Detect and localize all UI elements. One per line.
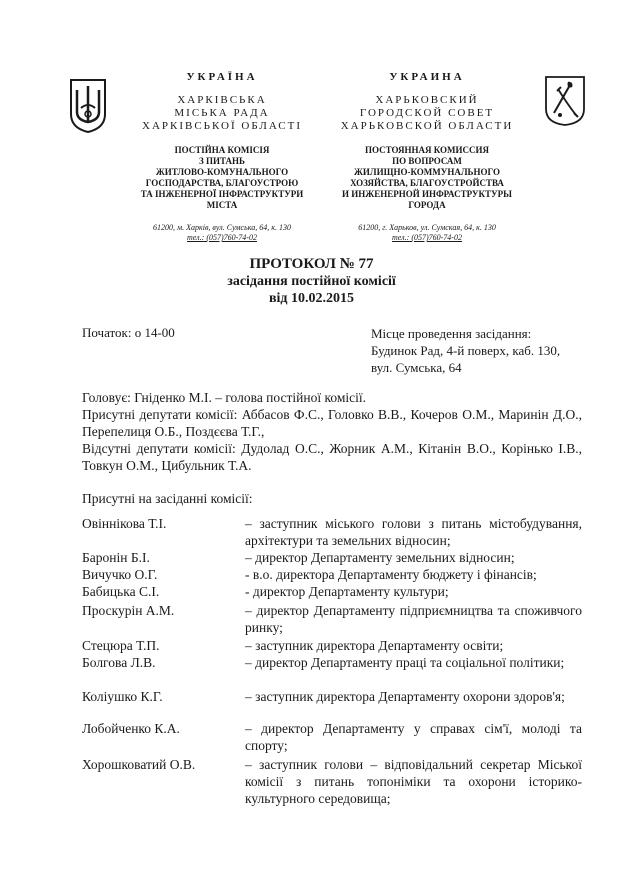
chair-paragraph: Головує: Гніденко М.І. – голова постійної комісії.: [82, 390, 366, 405]
commission-ru-line: ЖИЛИЩНО-КОММУНАЛЬНОГО: [353, 167, 501, 177]
attendee-role: - в.о. директора Департаменту бюджету і фінансів;: [245, 567, 537, 582]
council-ua-line: ХАРКІВСЬКА: [177, 94, 267, 106]
present-members-paragraph: Присутні депутати комісії: Аббасов Ф.С., Головко В.В., Кочеров О.М., Маринін Д.О., Перепелиця О.Б., Поздєєва Т.Г.,: [82, 407, 582, 439]
commission-ru-line: ГОРОДА: [408, 200, 446, 210]
attendee-name: Хорошковатий О.В.: [82, 757, 196, 772]
commission-ru-line: ПО ВОПРОСАМ: [392, 156, 462, 166]
commission-ua-line: ГОСПОДАРСТВА, БЛАГОУСТРОЮ: [145, 178, 299, 188]
commission-ua-line: ПОСТІЙНА КОМІСІЯ: [174, 145, 270, 155]
attendee-name: Коліушко К.Г.: [82, 689, 163, 704]
commission-ru-line: И ИНЖЕНЕРНОЙ ИНФРАСТРУКТУРЫ: [342, 189, 512, 199]
phone-ru: тел.: (057)760-74-02: [392, 233, 462, 242]
council-ru-line: ХАРЬКОВСКИЙ: [375, 94, 479, 106]
attendee-role: - директор Департаменту культури;: [245, 584, 449, 599]
commission-ru: [322, 145, 532, 211]
commission-ru-line: ХОЗЯЙСТВА, БЛАГОУСТРОЙСТВА: [350, 178, 504, 188]
council-ua-line: ХАРКІВСЬКОЇ ОБЛАСТІ: [142, 120, 302, 132]
commission-ua-line: З ПИТАНЬ: [198, 156, 245, 166]
meeting-place: [371, 325, 560, 376]
meeting-place-line: Місце проведення засідання:: [371, 326, 532, 341]
attendee-name: Стецюра Т.П.: [82, 638, 160, 653]
protocol-title: [0, 255, 623, 307]
attendee-name: Баронін Б.І.: [82, 550, 150, 565]
attendee-role: – директор Департаменту підприємництва та споживчого ринку;: [245, 603, 582, 635]
attendee-role: – директор Департаменту земельних відносин;: [245, 550, 515, 565]
commission-ua-line: ЖИТЛОВО-КОМУНАЛЬНОГО: [155, 167, 289, 177]
protocol-date: від 10.02.2015: [268, 291, 355, 306]
country-ru: УКРАИНА: [389, 71, 465, 83]
header-ru: [322, 70, 532, 243]
protocol-number: ПРОТОКОЛ № 77: [249, 256, 374, 272]
commission-ua-line: ТА ІНЖЕНЕРНОЇ ІНФРАСТРУКТУРИ: [140, 189, 304, 199]
attendee-role: – заступник директора Департаменту освіти;: [245, 638, 504, 653]
meeting-place-line: вул. Сумська, 64: [371, 360, 462, 375]
protocol-subtitle: засідання постійної комісії: [227, 274, 396, 289]
address-ru: [322, 223, 532, 243]
header-ua: [122, 70, 322, 243]
address-ua-line: 61200, м. Харків, вул. Сумська, 64, к. 130: [153, 223, 291, 232]
council-ua-line: МІСЬКА РАДА: [174, 107, 270, 119]
meeting-place-line: Будинок Рад, 4-й поверх, каб. 130,: [371, 343, 561, 358]
address-ua: [122, 223, 322, 243]
commission-ru-line: ПОСТОЯННАЯ КОМИССИЯ: [364, 145, 490, 155]
attendee-name: Овіннікова Т.І.: [82, 516, 167, 531]
council-ru-line: ХАРЬКОВСКОЙ ОБЛАСТИ: [340, 120, 514, 132]
commission-ua: [122, 145, 322, 211]
attendee-role: – заступник міського голови з питань містобудування, архітектури та земельних відносин;: [245, 516, 582, 548]
commission-ua-line: МІСТА: [206, 200, 238, 210]
attendee-name: Вичучко О.Г.: [82, 567, 158, 582]
address-ru-line: 61200, г. Харьков, ул. Сумская, 64, к. 130: [358, 223, 496, 232]
attendee-name: Лобойченко К.А.: [82, 721, 180, 736]
council-ru-line: ГОРОДСКОЙ СОВЕТ: [359, 107, 495, 119]
attendee-name: Болгова Л.В.: [82, 655, 156, 670]
kharkiv-emblem-icon: [544, 75, 586, 127]
country-ua: УКРАЇНА: [186, 71, 258, 83]
attendee-name: Бабицька С.І.: [82, 584, 160, 599]
ukraine-coat-of-arms-icon: [68, 78, 108, 134]
council-ua: [122, 94, 322, 133]
attendees-heading: Присутні на засіданні комісії:: [82, 491, 253, 506]
attendee-role: – заступник голови – відповідальний секретар Міської комісії з питань топоніміки та охорони історико-культурного середовища;: [245, 757, 582, 806]
attendee-name: Проскурін А.М.: [82, 603, 175, 618]
attendee-role: – директор Департаменту праці та соціальної політики;: [245, 655, 565, 670]
absent-members-paragraph: Відсутні депутати комісії: Дудолад О.С., Жорник А.М., Кітанін В.О., Корінько І.В., Товкун О.М., Цибульник Т.А.: [82, 441, 582, 473]
phone-ua: тел.: (057)760-74-02: [187, 233, 257, 242]
attendee-role: – заступник директора Департаменту охорони здоров'я;: [245, 689, 565, 704]
start-time: Початок: о 14-00: [82, 325, 175, 340]
council-ru: [322, 94, 532, 133]
attendee-role: – директор Департаменту у справах сім'ї, молоді та спорту;: [245, 721, 582, 753]
